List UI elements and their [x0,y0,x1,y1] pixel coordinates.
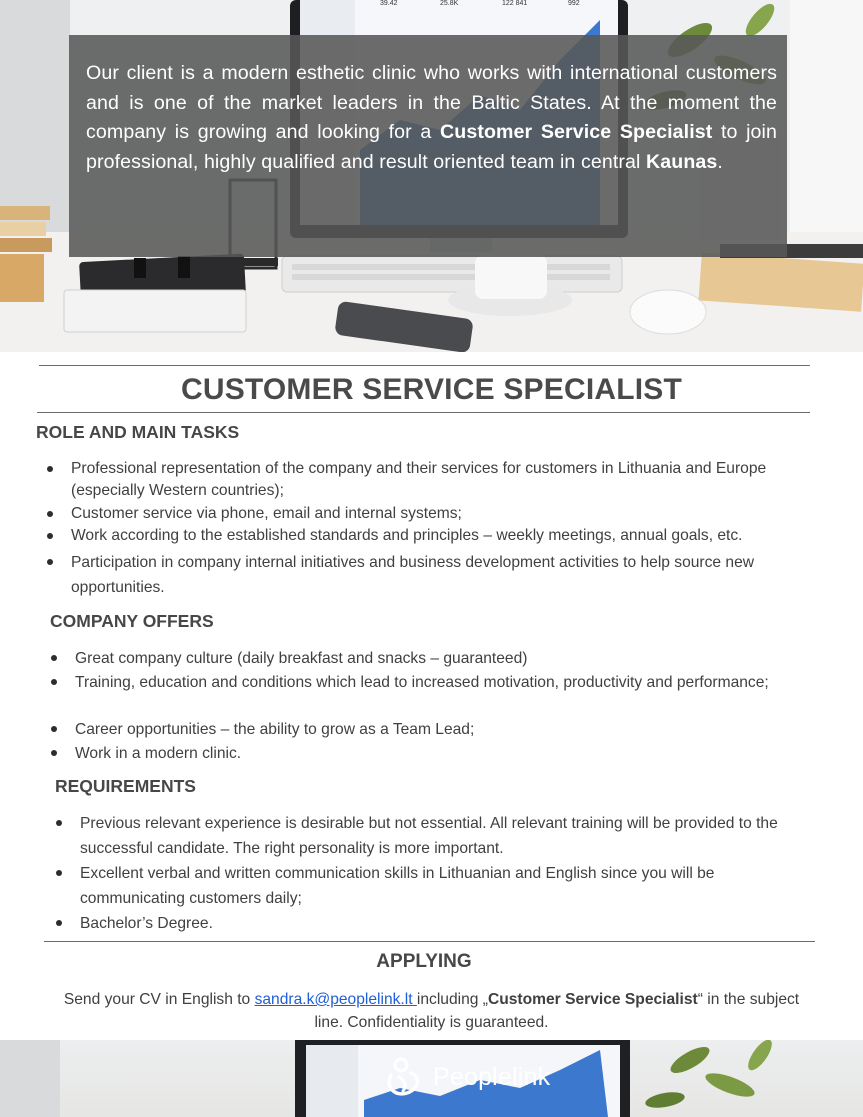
requirements-heading: REQUIREMENTS [55,776,196,796]
bullet-icon [51,679,57,685]
list-item-text: Professional representation of the company and their services for customers in Lithuania and Europe (especially Western countries); [71,460,767,499]
applying-divider [44,941,815,942]
list-item-text: Excellent verbal and written communication skills in Lithuanian and English since you will be communicating customers daily; [80,865,715,907]
title-top-divider [39,365,810,366]
list-item [44,742,800,766]
offers-list [44,647,800,766]
bullet-icon [56,820,62,826]
list-item-text: Career opportunities – the ability to grow as a Team Lead; [75,721,475,738]
list-item-text: Previous relevant experience is desirable but not essential. All relevant training will be provided to the successful candidate. The right personality is more important. [80,815,778,857]
list-item [44,718,800,742]
intro-text-part1: Our client is a modern esthetic clinic who works with international customers and is one of the market leaders in the Baltic States. At the moment the company is growing and looking for a [86,62,777,144]
list-item [40,503,770,525]
role-heading: ROLE AND MAIN TASKS [36,422,240,442]
list-item [40,458,770,503]
monitor-readout-1: 39.42 [380,0,398,7]
intro-text-part2: to join professional, highly qualified and result oriented team in central [86,121,777,174]
monitor-readout-4: 992 [568,0,580,7]
page-title: CUSTOMER SERVICE SPECIALIST [180,373,683,406]
brand-name: Peoplelink [433,1062,551,1091]
monitor-readout-3: 122 841 [502,0,528,7]
list-item-text: Great company culture (daily breakfast and snacks – guaranteed) [75,650,528,667]
list-item [40,525,770,550]
list-item-text: Participation in company internal initiatives and business development activities to help source new opportunities. [71,554,755,596]
applying-text-middle: including „ [416,991,488,1008]
bullet-icon [47,466,53,472]
monitor-readout-2: 25.8K [440,0,459,7]
applying-text-before: Send your CV in English to [63,991,255,1008]
brand-logo [385,1054,550,1100]
applying-paragraph [60,988,803,1034]
bullet-icon [51,726,57,732]
bullet-icon [47,533,53,539]
bullet-icon [56,870,62,876]
list-item [40,550,770,600]
peoplelink-logo-icon [385,1055,425,1099]
list-item-text: Work in a modern clinic. [75,745,242,762]
list-item-text: Customer service via phone, email and internal systems; [71,505,462,522]
intro-text-part3: . [717,151,723,174]
email-link[interactable]: sandra.k@peoplelink.lt [254,991,417,1008]
list-item [49,861,794,911]
list-item-text: Training, education and conditions which lead to increased motivation, productivity and performance; [75,674,769,691]
list-item [44,671,800,718]
intro-city: Kaunas [646,151,718,174]
applying-heading: APPLYING [376,951,472,972]
hero-banner [0,0,863,352]
intro-overlay [69,35,787,257]
list-item-text: Work according to the established standards and principles – weekly meetings, annual goals, etc. [71,527,743,544]
bullet-icon [51,750,57,756]
list-item [49,911,794,936]
bullet-icon [47,559,53,565]
requirements-list [49,811,794,936]
intro-paragraph [86,59,777,178]
role-task-list [40,458,770,600]
offers-heading: COMPANY OFFERS [50,611,214,631]
list-item-text: Bachelor’s Degree. [80,915,213,932]
intro-role-name: Customer Service Specialist [440,121,713,144]
title-bottom-divider [37,412,810,413]
applying-text-after: “ in the subject line. Confidentiality is guaranteed. [314,991,800,1031]
bullet-icon [51,655,57,661]
list-item [44,647,800,671]
applying-subject: Customer Service Specialist [487,991,698,1008]
bullet-icon [56,920,62,926]
list-item [49,811,794,861]
bullet-icon [47,511,53,517]
